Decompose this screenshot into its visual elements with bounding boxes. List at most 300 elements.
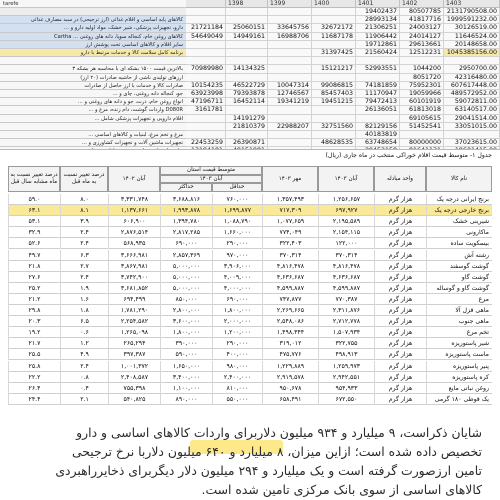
table-cell-aban1403: ۲,۱۵۴,۱۱۵ [318,227,374,238]
table-row [8,338,492,349]
sheet-cell: 11646524.00 [444,33,500,41]
spreadsheet-data-grid [186,0,500,149]
table-cell-chg-year: ۳۲.۹ [8,227,60,238]
table-cell-mehr1403: ۴,۸۱۶,۴۷۸ [262,261,318,272]
sheet-cell [268,8,312,16]
table-cell-min: ۲۹۰,۰۰۰ [212,238,262,249]
table-cell-chg-year: ۱۹.۲ [8,327,60,338]
sheet-cell: 33645756 [268,24,312,32]
table-row [8,227,492,238]
sheet-cell: 8051720 [400,74,444,82]
table-title: جدول ۱- متوسط قیمت اقلام خوراکی منتخب در ماه جاری (ریال) [325,152,492,159]
sheet-cell [268,74,312,82]
sheet-cell: 10047314 [268,82,312,90]
paragraph-line: کالاهای اساسی از سوی بانک مرکزی تامین شده است. [201,482,482,497]
table-cell-name: بیسکویت ساده [426,238,492,249]
table-cell-aban1403: ۲,۷۱۲,۷۷۸ [318,316,374,327]
table-cell-aban1402: ۳,۸۶۷,۹۸۱ [108,261,160,272]
table-cell-min: ۴,۰۰۰,۰۰۰ [212,283,262,294]
paragraph-line: شایان ذکراست، ۹ میلیارد و ۹۳۴ میلیون دلاربرای واردات کالاهای اساسی و دارو [76,425,482,440]
table-cell-aban1403: ۲,۳۱۱,۸۷۶ [318,305,374,316]
table-cell-min: ۹۸۰,۰۰۰ [212,361,262,372]
table-cell-mehr1403: ۷۴۷,۸۷۷ [262,294,318,305]
table-cell-name: گوشت گاو و گوساله [426,283,492,294]
table-cell-chg-year: ۲۵.۸ [8,361,60,372]
header-aban1402: آبان ۱۴۰۲ [108,166,160,192]
sheet-cell: 26136051 [356,106,400,114]
table-cell-chg-month: ۸.۱ [60,205,108,216]
sheet-cell: 80000000 [400,139,444,147]
table-cell-aban1403: ۶۷۲,۵۵۰ [318,394,374,405]
sheet-row-label: اقلام دارویی و تجهیزات پزشکی شامل ... [0,115,186,123]
sheet-cell: 32672172 [312,24,356,32]
table-cell-unit: هزار گرم [374,216,426,227]
sheet-cell [186,49,226,57]
sheet-cell [312,41,356,49]
sheet-cell: 25060151 [226,24,268,32]
sheet-cell: 22453259 [186,139,226,147]
sheet-cell [186,74,226,82]
table-cell-unit: هزار گرم [374,361,426,372]
header-mehr1403: مهر ۱۴۰۳ [262,166,318,192]
sheet-cell [226,131,268,139]
table-cell-unit: هزار گرم [374,372,426,383]
table-cell-aban1402: ۲,۴۰۸,۵۸۷ [108,372,160,383]
table-cell-chg-year: ۲۴.۴ [8,394,60,405]
sheet-cell [312,115,356,123]
sheet-row-label: بالاترین قیمت ۱۵۰۰ بشکه ای با محاسبه هر بشکه ۳ [0,65,186,73]
table-row [8,316,492,327]
sheet-cell [312,16,356,24]
sheet-cell: 21560424 [356,49,400,57]
table-cell-unit: هزار گرم [374,294,426,305]
table-cell-aban1403: ۴,۸۱۶,۴۷۸ [318,261,374,272]
table-cell-chg-year: ۵۳.۱ [8,216,60,227]
table-row [8,294,492,305]
sheet-row-label: کالاهای روغن خام، کنجاله سویا، دانه های روغنی ... Cartha [0,33,186,41]
table-row [8,272,492,283]
table-cell-name: شیرینی خشک [426,216,492,227]
sheet-cell: 70989980 [186,65,226,73]
table-cell-unit: هزار گرم [374,205,426,216]
sheet-column-header: 1401 [356,0,400,8]
sheet-cell: 51452541 [400,123,444,131]
table-cell-aban1403: ۷۷۰,۳۸۷ [318,294,374,305]
header-change-month: درصد تغییر نسبت به ماه قبل [60,166,108,192]
table-cell-chg-year: ۲۱.۲ [8,294,60,305]
table-cell-mehr1403: ۶۵۸,۴۹۱ [262,394,318,405]
table-cell-aban1402: ۷۵۵,۳۹۸ [108,383,160,394]
table-cell-chg-month: ۱.۶ [60,294,108,305]
table-cell-unit: هزار گرم [374,383,426,394]
table-row [8,283,492,294]
table-cell-unit: هزار گرم [374,250,426,261]
sheet-cell [226,8,268,16]
sheet-cell: 33051015.00 [444,123,500,131]
sheet-row-label: انواع روغن خام، ذرت، جو و دانه های روغنی و ... [0,98,186,106]
table-cell-unit: هزار گرم [374,261,426,272]
table-cell-aban1403: ۴,۵۹۹,۸۸۷ [318,283,374,294]
table-cell-chg-month: ۱.۸ [60,305,108,316]
sheet-cell [312,131,356,139]
table-cell-min: ۴۰۰,۰۰۰ [212,349,262,360]
sheet-cell: 28993134 [356,16,400,24]
table-cell-aban1403: ۱,۲۵۹,۹۷۳ [318,361,374,372]
table-cell-max: ۸۵۰,۰۰۰ [160,294,212,305]
table-cell-max: ۲,۸۱۷,۲۸۵ [160,227,212,238]
sheet-cell: 61813018 [400,106,444,114]
sheet-cell: 607617448.00 [444,82,500,90]
table-cell-max: ۵,۰۰۰,۰۰۰ [160,272,212,283]
sheet-cell [356,57,400,65]
sheet-row-label [0,123,186,131]
price-table [0,150,500,411]
sheet-column-header [186,0,226,8]
sheet-row-label: صادرات کالا و خدمات با ارز حاصل از صادرات [0,82,186,90]
sheet-row-label: جو، کنجاله دانه روغنی، چای و ... [0,90,186,98]
header-aban1403: آبان ۱۴۰۳ [318,166,374,192]
table-row [8,361,492,372]
header-province-average: متوسط قیمت استان [160,166,262,175]
table-cell-max: ۳,۶۰۰,۰۰۰ [160,316,212,327]
sheet-cell [312,8,356,16]
sheet-cell [444,131,500,139]
sheet-cell: 63748654 [356,139,400,147]
table-cell-mehr1403: ۷۷۴,۰۴۹ [262,227,318,238]
table-cell-name: تخم مرغ [426,327,492,338]
sheet-cell: 16452114 [226,98,268,106]
table-cell-unit: هزار گرم [374,272,426,283]
sheet-cell: 48628535 [312,139,356,147]
sheet-cell: 11687178 [312,33,356,41]
table-cell-max: ۵,۰۰۰,۰۰۰ [160,261,212,272]
table-cell-name: کره پاستوریزه [426,372,492,383]
table-cell-min: ۲۹۰,۰۰۰ [212,338,262,349]
table-row [8,394,492,405]
table-cell-chg-month: ۸.۰ [60,194,108,205]
table-cell-aban1402: ۳,۷۴۲,۹۰۰ [108,272,160,283]
sheet-cell: 47196711 [186,98,226,106]
article-paragraph [18,423,482,499]
table-cell-name: ماکارونی [426,227,492,238]
sheet-row-label: تجهیزات ماشین آلات و تجهیزات کشاورزی و ... [0,139,186,147]
sheet-cell: 12512231 [400,49,444,57]
table-cell-chg-year: ۲۶.۴ [8,383,60,394]
table-cell-aban1403: ۲,۹۴۲,۵۵۱ [318,372,374,383]
table-cell-chg-month: ۲.۱ [60,394,108,405]
sheet-cell: 14949161 [226,33,268,41]
table-cell-max: ۱,۳۹۴,۷۸۰ [160,216,212,227]
table-row [8,305,492,316]
table-cell-mehr1403: ۲,۹۱۹,۵۷۸ [262,372,318,383]
table-cell-aban1403: ۱۲۲,۰۰۰ [318,238,374,249]
sheet-cell [312,106,356,114]
table-cell-chg-year: ۴۹.۷ [8,250,60,261]
sheet-cell [400,57,444,65]
table-cell-min: ۴,۰۰۹,۰۰۰ [212,272,262,283]
sheet-cell: 41817716 [400,16,444,24]
sheet-cell: 85457403 [312,90,356,98]
table-cell-min: ۸۱۰,۰۰۰ [212,383,262,394]
table-cell-chg-year: ۵۲.۶ [8,238,60,249]
sheet-cell [226,49,268,57]
table-cell-aban1402: ۱,۰۰۱,۳۷۲ [108,361,160,372]
sheet-cell: 19712861 [356,41,400,49]
table-cell-chg-year: ۲۵.۲ [8,283,60,294]
table-cell-aban1402: ۲,۲۵۴,۵۸۲ [108,316,160,327]
table-cell-name: مرغ [426,294,492,305]
table-cell-aban1402: ۲,۸۷۶,۵۱۴ [108,227,160,238]
sheet-cell: 10154235 [186,82,226,90]
table-cell-unit: هزار گرم [374,227,426,238]
table-cell-mehr1403: ۳۱۹,۰۱۲ [262,338,318,349]
sheet-cell: 1044200 [400,65,444,73]
table-cell-name: رشته آش [426,250,492,261]
sheet-cell: 75952301 [400,82,444,90]
sheet-cell [268,57,312,65]
table-cell-chg-month: ۲.۴ [60,238,108,249]
sheet-column-header: 1399 [268,0,312,8]
sheet-cell [186,57,226,65]
sheet-cell: 1045385156.00 [444,49,500,57]
sheet-cell: 82129156 [356,123,400,131]
table-cell-aban1403: ۴,۶۳۶,۶۸۷ [318,272,374,283]
table-cell-unit: هزار گرم [374,316,426,327]
sheet-row-label: D080R واردات گوشت، دام زنده، مرغ و ... [0,106,186,114]
table-cell-chg-month: ۲.۴ [60,272,108,283]
sheet-cell: 21721184 [186,24,226,32]
table-cell-name: ماست پاستوریزه [426,349,492,360]
sheet-column-header: 1398 [226,0,268,8]
sheet-cell: 24014127 [400,33,444,41]
table-cell-aban1402: ۳,۳۳۱,۷۴۸ [108,194,160,205]
sheet-cell: 99086815 [312,82,356,90]
table-row [8,372,492,383]
table-cell-max: ۲,۸۰۰,۰۰۰ [160,305,212,316]
table-cell-mehr1403: ۳۷۰,۳۱۴ [262,250,318,261]
table-cell-mehr1403: ۱,۴۹۸,۳۴۴ [262,327,318,338]
sheet-cell: 80507785 [400,8,444,16]
sheet-cell: 3161781 [186,106,226,114]
sheet-row-label: کالاهای پایه اساسی و اقلام غذائی (ارز ترجیحی) در سبد مصارف غذائی [0,16,186,24]
sheet-cell [186,41,226,49]
table-row [8,261,492,272]
sheet-column-header: 1403 [444,0,500,8]
sheet-cell [186,115,226,123]
sheet-cell [312,74,356,82]
paragraph-line: تامین ارزصورت گرفته است و یک میلیارد و ۲۹۴ میلیون دلار دیگربرای ذخایرراهبردی [55,463,482,478]
sheet-cell: 42316480.00 [444,74,500,82]
table-cell-unit: هزار گرم [374,338,426,349]
table-cell-min: ۹۷۰,۰۰۰ [212,250,262,261]
sheet-cell: 59072811.00 [444,98,500,106]
table-cell-aban1402: ۲۶۵,۲۹۴ [108,338,160,349]
header-max: حداکثر [160,183,212,192]
table-cell-aban1403: ۳۲۲,۷۵۵ [318,338,374,349]
sheet-cell [268,65,312,73]
table-cell-unit: هزار گرم [374,283,426,294]
table-cell-chg-month: ۱.۲ [60,338,108,349]
sheet-cell: 19059966 [400,90,444,98]
sheet-cell: 19341219 [268,98,312,106]
sheet-cell [186,123,226,131]
table-cell-max: ۲,۸۵۷,۳۶۹ [160,250,212,261]
table-cell-mehr1403: ۱,۰۷۷,۶۵۹ [262,216,318,227]
table-cell-chg-month: ۰.۴ [60,383,108,394]
table-cell-mehr1403: ۳۲۲,۴۰۳ [262,238,318,249]
table-cell-chg-year: ۲۹.۸ [8,305,60,316]
sheet-cell: 2131790508.00 [444,8,500,16]
table-cell-aban1403: ۹۵۴,۹۳۳ [318,383,374,394]
table-cell-chg-month: ۶.۵ [60,316,108,327]
table-cell-max: ۱,۹۹۳,۸۷۸ [160,205,212,216]
table-cell-max: ۱,۶۵۰,۰۰۰ [160,361,212,372]
table-cell-min: ۲,۴۰۰,۰۰۰ [212,372,262,383]
table-cell-unit: هزار گرم [374,327,426,338]
table-cell-aban1403: ۳۷۰,۳۱۴ [318,250,374,261]
sheet-cell [226,74,268,82]
header-province-average-month: آبان ۱۴۰۳ [160,175,262,183]
sheet-cell [400,131,444,139]
table-cell-max: ۳,۶۸۸,۸۱۶ [160,194,212,205]
table-cell-max: ۶۹۰,۰۰۰ [160,238,212,249]
table-cell-aban1403: ۶۹۷,۹۲۷ [318,205,374,216]
sheet-cell: 46522729 [226,82,268,90]
table-cell-chg-year: ۲۷.۶ [8,272,60,283]
table-cell-aban1402: ۳۹۷,۳۸۷ [108,349,160,360]
table-cell-max: ۱,۸۰۰,۰۰۰ [160,327,212,338]
sheet-cell [226,57,268,65]
table-cell-name: برنج ایرانی درجه یک [426,194,492,205]
sheet-cell [186,16,226,24]
spreadsheet-panel [0,0,500,150]
sheet-cell: 69105615 [400,115,444,123]
sheet-cell: 12746567 [268,90,312,98]
table-row [8,216,492,227]
table-cell-aban1402: ۳,۶۶۶,۹۸۱ [108,250,160,261]
sheet-cell [226,41,268,49]
table-cell-unit: هزار گرم [374,305,426,316]
table-cell-aban1402: ۵۴۰,۸۲۵ [108,394,160,405]
sheet-cell: 52993551 [356,65,400,73]
table-cell-name: شیر پاستوریزه [426,338,492,349]
spreadsheet-label-column [0,0,186,149]
table-cell-max: ۵۹۰,۰۰۰ [160,349,212,360]
sheet-row-label [0,57,186,65]
sheet-cell [268,41,312,49]
table-cell-mehr1403: ۴,۵۹۹,۸۸۷ [262,283,318,294]
table-row [8,205,492,216]
table-cell-min: ۱,۶۹۹,۸۷۷ [212,205,262,216]
table-row [8,194,492,205]
table-cell-name: ماهی جنوب [426,316,492,327]
table-cell-aban1403: ۱,۲۵۶,۶۵۷ [318,194,374,205]
sheet-cell: 20148658.00 [444,41,500,49]
table-cell-aban1402: ۱,۱۳۷,۶۶۱ [108,205,160,216]
table-cell-chg-month: ۲.۷ [60,261,108,272]
table-cell-chg-year: ۵۹.۰ [8,194,60,205]
sheet-cell [268,49,312,57]
table-cell-chg-year: ۲۲.۲ [8,372,60,383]
table-cell-chg-month: ۴.۹ [60,349,108,360]
table-cell-min: ۲,۰۰۰,۰۰۰ [212,316,262,327]
sheet-cell: 40183819 [356,131,400,139]
table-cell-max: ۳,۴۰۰,۰۰۰ [160,372,212,383]
sheet-cell [186,8,226,16]
header-change-year: درصد تغییر نسبت به ماه مشابه سال قبل [8,166,60,192]
sheet-cell [226,16,268,24]
table-cell-mehr1403: ۴,۶۳۶,۶۸۷ [262,272,318,283]
sheet-cell: 14134325 [226,65,268,73]
sheet-row-label: ارزهای تولیدی ناشی از حاشیه صادرات (۲۰ ارز) [0,74,186,82]
sheet-cell: 1999591232.00 [444,16,500,24]
table-cell-chg-year: ۲۰.۳ [8,316,60,327]
table-cell-chg-year: ۲۱.۸ [8,261,60,272]
sheet-cell: 11170947 [356,90,400,98]
sheet-row-label: دارو، تجهیزات پزشکی، شیر خشک، مواد اولیه دارو و ... [0,24,186,32]
sheet-cell [268,16,312,24]
table-cell-aban1402: ۶۹۴,۴۹۹ [108,294,160,305]
sheet-cell: 14191279 [226,115,268,123]
table-cell-mehr1403: ۷۱۷,۳۰۹ [262,205,318,216]
table-cell-name: یک قوطی ۱۸۰ گرمی [426,394,492,405]
table-cell-name: برنج خارجی درجه یک [426,205,492,216]
sheet-row-label [0,8,186,16]
sheet-cell [186,131,226,139]
sheet-cell: 63140517.00 [444,106,500,114]
sheet-cell: 16988706 [268,33,312,41]
table-cell-chg-year: ۲۵.۵ [8,349,60,360]
sheet-corner-label: tarefe [0,0,186,8]
table-cell-min: ۱,۶۶۰,۰۰۰ [212,227,262,238]
table-cell-aban1403: ۲,۱۹۵,۵۸۹ [318,216,374,227]
table-cell-min: ۱,۲۰۰,۰۰۰ [212,327,262,338]
sheet-cell [268,106,312,114]
table-cell-aban1402: ۱,۲۶۵,۰۹۸ [108,327,160,338]
sheet-cell: 37023615.00 [444,139,500,147]
table-cell-min: ۱,۸۰۰,۰۰۰ [212,305,262,316]
table-cell-aban1403: ۴۹۸,۹۱۳ [318,349,374,360]
header-min: حداقل [212,183,262,192]
table-cell-min: ۳,۹۰۶,۰۰۰ [212,261,262,272]
sheet-cell [356,115,400,123]
sheet-cell [312,57,356,65]
sheet-cell: 19451215 [312,98,356,106]
table-cell-chg-month: ۰.۸ [60,372,108,383]
table-cell-chg-month: ۲.۴ [60,227,108,238]
sheet-cell [268,115,312,123]
header-unit: واحد مبادله [374,166,426,192]
sheet-cell: 15121217 [312,65,356,73]
table-row [8,327,492,338]
table-cell-name: پنیر پاستوریزه [426,361,492,372]
sheet-row-label: مرغ و تخم مرغ، لبنیات و کالاهای اساسی ... [0,131,186,139]
table-cell-mehr1403: ۲,۵۴۸,۰۸۶ [262,316,318,327]
table-cell-chg-month: ۱.۹ [60,283,108,294]
table-cell-chg-month: ۶.۳ [60,250,108,261]
sheet-cell: 60101919 [400,98,444,106]
table-cell-chg-month: ۳.۹ [60,216,108,227]
table-cell-min: ۵۵۰,۰۰۰ [212,394,262,405]
table-cell-unit: هزار گرم [374,349,426,360]
sheet-row-label: سایر اقلام و کالاهای اساسی تحت پوشش ارز [0,41,186,49]
sheet-cell [444,57,500,65]
table-cell-mehr1403: ۱,۲۲۹,۸۸۹ [262,361,318,372]
table-cell-aban1402: ۶۰۶,۹۰۰ [108,216,160,227]
table-cell-aban1402: ۱,۷۸۱,۲۹۰ [108,305,160,316]
table-cell-name: گوشت گاو [426,272,492,283]
sheet-cell: 29041514.00 [444,115,500,123]
